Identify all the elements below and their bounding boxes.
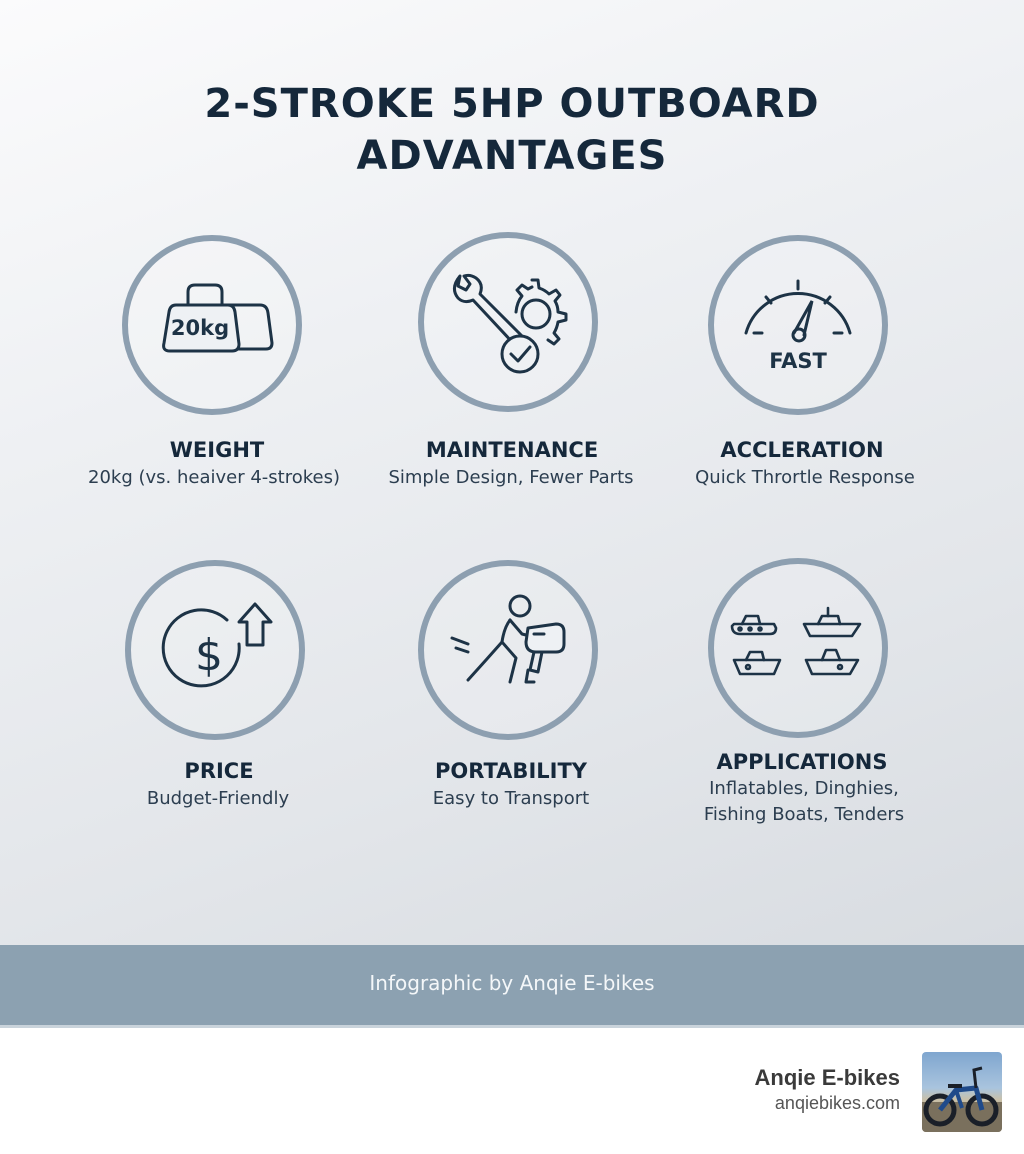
portability-label: PORTABILITY [435,759,587,783]
weight-label: WEIGHT [169,438,265,462]
portability-circle [418,560,598,740]
price-description: Budget-Friendly [146,788,290,809]
boats-icon [723,598,873,698]
dinghy-icon [734,652,780,674]
brand-thumbnail [922,1052,1002,1132]
title-line-1: 2-STROKE 5HP OUTBOARD [204,81,820,127]
brand-url[interactable]: anqiebikes.com [774,1093,900,1113]
weight-description: 20kg (vs. heaiver 4-strokes) [88,467,340,488]
brand-name: Anqie E-bikes [754,1065,900,1090]
maintenance-circle [418,232,598,412]
price-label: PRICE [184,759,254,783]
ebike-photo-icon [922,1052,1002,1132]
person-carrying-motor-icon [438,590,578,710]
wrench-gear-check-icon [438,262,578,382]
speedometer-icon-text: FAST [769,349,827,373]
acceleration-circle [708,235,888,415]
footer-band [0,945,1024,1028]
title-line-2: ADVANTAGES [356,133,668,179]
footer-credit: Infographic by Anqie E-bikes [369,971,655,995]
portability-description: Easy to Transport [432,788,590,809]
acceleration-label: ACCLERATION [720,438,884,462]
dollar-up-arrow-icon [145,590,285,710]
weight-icon-text: 20kg [170,316,230,340]
price-circle [125,560,305,740]
applications-description-line-2: Fishing Boats, Tenders [703,804,905,825]
brand-block [755,1065,900,1114]
inflatable-boat-icon [732,616,776,634]
fishing-boat-icon [804,608,860,636]
page-title [0,78,1024,182]
weight-circle [122,235,302,415]
dollar-sign: $ [195,630,223,681]
acceleration-description: Quick Thrortle Response [695,467,915,488]
applications-description-line-1: Inflatables, Dinghies, [709,778,899,799]
tender-boat-icon [806,650,858,674]
weight-icon [142,275,282,375]
maintenance-label: MAINTENANCE [425,438,599,462]
applications-circle [708,558,888,738]
speedometer-icon [728,270,868,380]
maintenance-description: Simple Design, Fewer Parts [388,467,634,488]
applications-label: APPLICATIONS [716,750,888,774]
